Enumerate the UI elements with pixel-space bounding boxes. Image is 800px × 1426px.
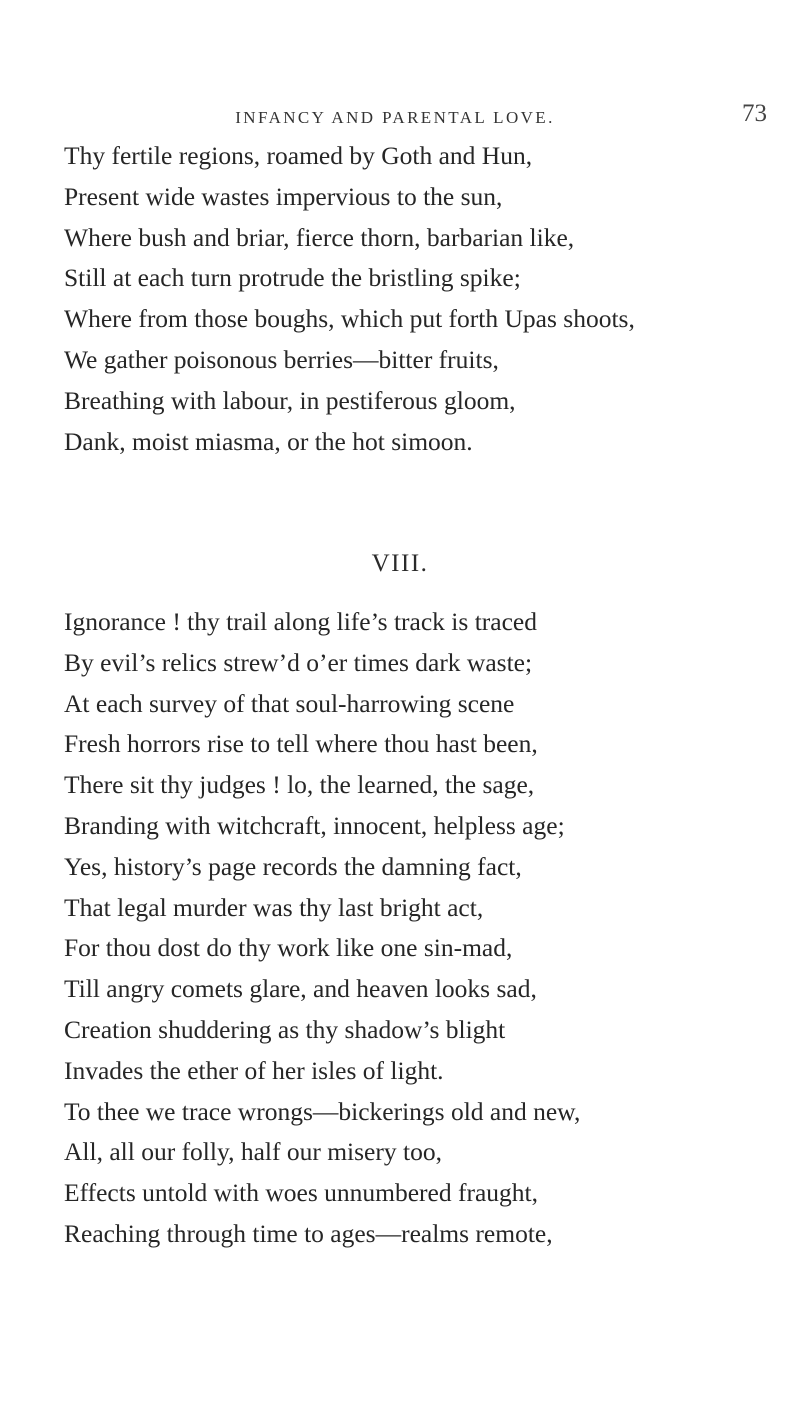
verse-line: Breathing with labour, in pestiferous gloom,	[64, 385, 516, 415]
section-heading: VIII.	[371, 550, 429, 577]
verse-line: Where bush and briar, fierce thorn, barbarian like,	[64, 222, 575, 252]
verse-line: Ignorance ! thy trail along life’s track is traced	[64, 607, 537, 636]
page-number: 73	[742, 100, 767, 127]
verse-line: Where from those boughs, which put forth Upas shoots,	[64, 304, 635, 334]
running-head	[0, 100, 800, 134]
verse-line: For thou dost do thy work like one sin-mad,	[64, 933, 513, 963]
verse-line: Dank, moist miasma, or the hot simoon.	[64, 426, 473, 456]
running-title: INFANCY AND PARENTAL LOVE.	[235, 108, 555, 127]
verse-line: Creation shuddering as thy shadow’s blight	[64, 1014, 506, 1044]
stanza-2	[64, 602, 784, 1255]
verse-line: To thee we trace wrongs—bickerings old and new,	[64, 1096, 581, 1126]
verse-line: Thy fertile regions, roamed by Goth and Hun,	[64, 141, 533, 170]
verse-line: Invades the ether of her isles of light.	[64, 1055, 444, 1085]
verse-line: Yes, history’s page records the damning fact,	[64, 851, 522, 881]
verse-line: Present wide wastes impervious to the sun,	[64, 181, 503, 211]
verse-line: Branding with witchcraft, innocent, helpless age;	[64, 810, 565, 840]
verse-line: By evil’s relics strew’d o’er times dark waste;	[64, 647, 533, 677]
verse-line: Fresh horrors rise to tell where thou hast been,	[64, 729, 538, 759]
verse-line: Still at each turn protrude the bristling spike;	[64, 263, 521, 293]
verse-line: All, all our folly, half our misery too,	[64, 1137, 442, 1167]
verse-line: Reaching through time to ages—realms remote,	[64, 1218, 553, 1248]
verse-line: That legal murder was thy last bright act,	[64, 892, 484, 922]
verse-line: Effects untold with woes unnumbered fraught,	[64, 1178, 539, 1208]
verse-line: Till angry comets glare, and heaven looks sad,	[64, 974, 537, 1004]
verse-line: There sit thy judges ! lo, the learned, the sage,	[64, 770, 535, 800]
stanza-1	[64, 136, 784, 462]
verse-line: At each survey of that soul-harrowing scene	[64, 688, 515, 718]
verse-line: We gather poisonous berries—bitter fruits,	[64, 344, 499, 374]
